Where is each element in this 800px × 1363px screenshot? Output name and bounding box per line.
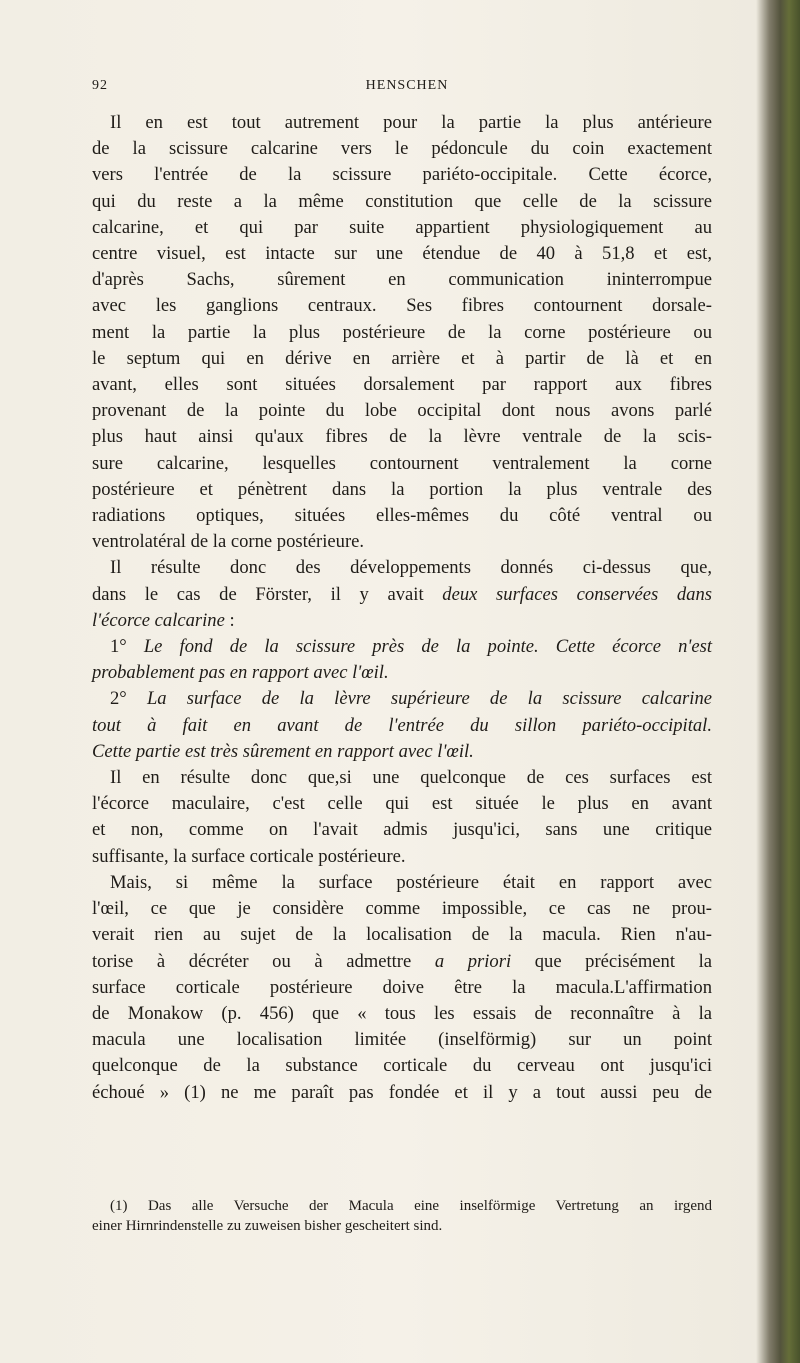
text-line [92,949,712,975]
text-line: surface corticale postérieure doive être la macula.L'affirmation [92,976,712,998]
page-number: 92 [92,78,108,93]
text-line: de la scissure calcarine vers le pédoncule du coin exactement [92,138,712,160]
text-line: d'après Sachs, sûrement en communication ininterrompue [92,269,712,291]
text-line: ment la partie la plus postérieure de la corne postérieure ou [92,321,712,343]
italic-text: tout à fait en avant de l'entrée du sillon pariéto-occipital. [92,714,712,736]
text-line: centre visuel, est intacte sur une étendue de 40 à 51,8 et est, [92,243,712,265]
footnote [92,1196,712,1236]
list-marker: 1° [110,636,127,658]
italic-text: Le fond de la scissure près de la pointe. Cette écorce n'est [143,636,712,658]
italic-text: La surface de la lèvre supérieure de la scissure calcarine [146,688,712,710]
text-line: sure calcarine, lesquelles contournent ventralement la corne [92,452,712,474]
footnote-line: (1) Das alle Versuche der Macula eine inselförmige Vertretung an irgend [110,1198,712,1214]
text-fragment: : [229,609,235,631]
text-line: échoué » (1) ne me paraît pas fondée et il y a tout aussi peu de [92,1081,712,1103]
text-line: radiations optiques, situées elles-mêmes du côté ventral ou [92,505,712,527]
text-line [92,739,712,765]
text-line: qui du reste a la même constitution que celle de la scissure [92,190,712,212]
text-line [92,634,712,660]
body-text [92,110,712,1106]
text-line [92,686,712,712]
text-fragment: torise à décréter ou à admettre [92,950,412,972]
list-marker: 2° [110,688,127,710]
text-fragment: dans le cas de Förster, il y avait [92,583,424,605]
text-line: Mais, si même la surface postérieure était en rapport avec [110,871,712,893]
text-line: l'écorce maculaire, c'est celle qui est située le plus en avant [92,793,712,815]
text-line: Il résulte donc des développements donnés ci-dessus que, [110,557,712,579]
text-line: provenant de la pointe du lobe occipital dont nous avons parlé [92,400,712,422]
text-line: verait rien au sujet de la localisation de la macula. Rien n'au- [92,924,712,946]
italic-text: a priori [434,950,512,972]
text-line: l'œil, ce que je considère comme impossible, ce cas ne prou- [92,898,712,920]
text-line [92,582,712,608]
text-line: et non, comme on l'avait admis jusqu'ici, sans une critique [92,819,712,841]
text-line [92,660,712,686]
page-edge-shadow [756,0,800,1363]
running-title: HENSCHEN [365,78,449,93]
italic-text: probablement pas en rapport avec l'œil. [92,662,389,684]
text-line: calcarine, et qui par suite appartient physiologiquement au [92,216,712,238]
text-line: de Monakow (p. 456) que « tous les essais de reconnaître à la [92,1002,712,1024]
italic-text: deux surfaces conservées dans [442,583,712,605]
text-line: Il en résulte donc que,si une quelconque de ces surfaces est [110,767,712,789]
text-line: macula une localisation limitée (inselförmig) sur un point [92,1029,712,1051]
running-header [92,78,722,102]
text-line: plus haut ainsi qu'aux fibres de la lèvre ventrale de la scis- [92,426,712,448]
italic-text: l'écorce calcarine [92,609,225,631]
text-line [92,713,712,739]
text-line: suffisante, la surface corticale postérieure. [92,845,406,867]
text-line: quelconque de la substance corticale du cerveau ont jusqu'ici [92,1055,712,1077]
text-line: vers l'entrée de la scissure pariéto-occipitale. Cette écorce, [92,164,712,186]
italic-text: Cette partie est très sûrement en rapport avec l'œil. [92,740,474,762]
text-line: Il en est tout autrement pour la partie la plus antérieure [110,112,712,133]
text-line: ventrolatéral de la corne postérieure. [92,531,365,553]
text-line: le septum qui en dérive en arrière et à partir de là et en [92,347,712,369]
footnote-line: einer Hirnrindenstelle zu zuweisen bisher gescheitert sind. [92,1218,443,1234]
text-line: postérieure et pénètrent dans la portion la plus ventrale des [92,478,712,500]
text-fragment: que précisément la [534,950,713,972]
text-line: avant, elles sont situées dorsalement par rapport aux fibres [92,374,712,396]
text-line: avec les ganglions centraux. Ses fibres contournent dorsale- [92,295,712,317]
text-line [92,608,712,634]
